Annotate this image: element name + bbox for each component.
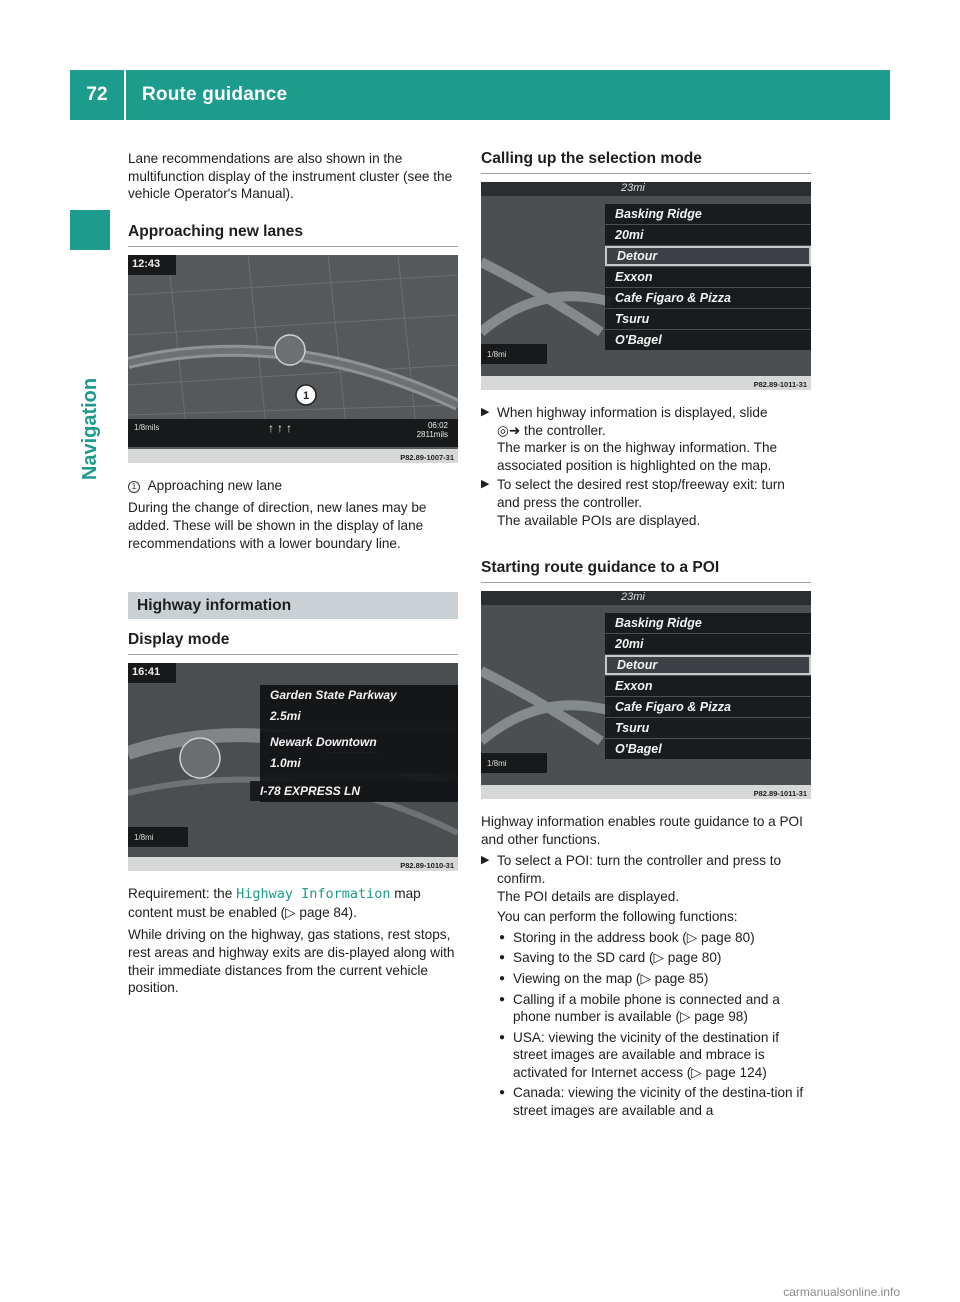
heading-selection-mode: Calling up the selection mode (481, 150, 811, 174)
heading-display-mode: Display mode (128, 631, 458, 655)
function-text: Storing in the address book (▷ page 80) (513, 929, 755, 945)
right-column (481, 150, 811, 1120)
step-arrow-icon: ▶ (481, 478, 490, 491)
bullet-icon: ● (499, 993, 506, 1005)
step-result: The available POIs are displayed. (497, 512, 701, 528)
function-item (481, 929, 811, 947)
eta-distance: 2811mils (416, 429, 448, 439)
poi-row-distance: 20mi (605, 225, 811, 245)
function-text: Saving to the SD card (▷ page 80) (513, 950, 722, 966)
image-code: P82.89-1010-31 (400, 861, 454, 871)
req-pre: Requirement: the (128, 886, 237, 902)
function-text: USA: viewing the vicinity of the destination if street images are available and mbrace is activated for Internet access (▷ page 124) (513, 1029, 779, 1080)
function-text: Canada: viewing the vicinity of the destina-tion if street images are available and a (513, 1085, 804, 1119)
poi-list (605, 613, 811, 760)
chapter-title: Route guidance (142, 84, 288, 105)
caption-approaching-lane (128, 477, 458, 495)
top-distance: 23mi (621, 182, 645, 194)
function-item (481, 1029, 811, 1082)
map-scale: 1/8mi (487, 350, 507, 359)
map-approaching-lanes (128, 255, 458, 463)
requirement-paragraph (128, 885, 458, 921)
map-scale: 1/8mi (134, 833, 154, 843)
step-slide-controller (481, 404, 811, 439)
poi-intro-paragraph: Highway information enables route guidance to a POI and other functions. (481, 814, 803, 847)
poi-row-exxon: Exxon (605, 267, 811, 287)
bullet-icon: ● (499, 972, 506, 984)
eta-box (417, 421, 448, 439)
poi-row-tsuru: Tsuru (605, 718, 811, 738)
poi-row-distance: 20mi (605, 634, 811, 654)
map-scale: 1/8mi (487, 759, 507, 769)
poi-row-obagel: O'Bagel (605, 330, 811, 350)
step-functions-intro: You can perform the following functions: (497, 909, 738, 925)
image-code: P82.89-1007-31 (400, 452, 454, 462)
footer-watermark[interactable]: carmanualsonline.info (783, 1285, 900, 1299)
map-start-poi (481, 591, 811, 799)
bullet-icon: ● (499, 931, 506, 943)
step-text-cont: the controller. (520, 422, 606, 438)
step-text: To select a POI: turn the controller and press to confirm. (497, 853, 782, 886)
heading-approaching-new-lanes: Approaching new lanes (128, 223, 458, 247)
poi-row-basking-ridge: Basking Ridge (605, 204, 811, 224)
map-time: 12:43 (132, 257, 161, 270)
highway-paragraph: While driving on the highway, gas stations, rest stops, rest areas and highway exits are dis-played along with their immediate distances from the current vehicle position. (128, 927, 455, 996)
poi-row-exxon: Exxon (605, 676, 811, 696)
highway-row-5: I-78 EXPRESS LN (250, 781, 458, 801)
step-arrow-icon: ▶ (481, 406, 490, 418)
step-text: When highway information is displayed, slide (497, 405, 768, 420)
bullet-icon: ● (499, 1087, 506, 1099)
poi-list (605, 204, 811, 351)
poi-row-detour: Detour (605, 655, 811, 675)
function-item (481, 949, 811, 967)
step-result: The marker is on the highway information. The associated position is highlighted on the map. (497, 440, 778, 473)
highway-row-1: Garden State Parkway (260, 685, 458, 705)
function-text: Calling if a mobile phone is connected and a phone number is available (▷ page 98) (513, 991, 780, 1025)
map-selection-mode (481, 182, 811, 390)
section-highway-information: Highway information (128, 592, 458, 619)
highway-panel (260, 685, 458, 802)
step-arrow-icon: ▶ (481, 854, 490, 867)
poi-row-cafe-figaro: Cafe Figaro & Pizza (605, 288, 811, 308)
image-code: P82.89-1011-31 (753, 789, 807, 799)
lanes-paragraph: During the change of direction, new lanes may be added. These will be shown in the display of lane recommendations with a lower boundary line. (128, 500, 427, 551)
step-select-rest-stop (481, 476, 811, 511)
callout-icon: 1 (128, 481, 140, 493)
poi-row-basking-ridge: Basking Ridge (605, 613, 811, 633)
step-select-poi (481, 852, 811, 887)
poi-row-detour: Detour (605, 246, 811, 266)
function-item (481, 991, 811, 1026)
map-time: 16:41 (132, 666, 161, 679)
poi-row-obagel: O'Bagel (605, 739, 811, 759)
lane-arrows: ↑↑↑ (268, 420, 295, 435)
callout-number: 1 (302, 389, 310, 402)
function-item (481, 1084, 811, 1119)
controller-slide-icon: ◎➜ (497, 422, 521, 438)
image-code: P82.89-1011-31 (753, 380, 807, 389)
bullet-icon: ● (499, 952, 506, 964)
map-scale: 1/8mils (134, 422, 160, 432)
intro-paragraph: Lane recommendations are also shown in the multifunction display of the instrument cluster (see the vehicle Operator's Manual). (128, 151, 453, 202)
req-post: map content must be enabled (▷ page 84). (128, 886, 421, 920)
highway-row-3: Newark Downtown (260, 732, 458, 752)
caption-text: Approaching new lane (147, 477, 283, 493)
left-column (128, 150, 458, 997)
function-item (481, 970, 811, 988)
page-header (70, 70, 890, 120)
sidebar-marker (70, 210, 110, 250)
page-number: 72 (70, 70, 126, 120)
sidebar-tab-navigation: Navigation (79, 377, 101, 481)
top-distance: 23mi (621, 591, 645, 604)
highway-row-4: 1.0mi (260, 753, 458, 773)
poi-row-cafe-figaro: Cafe Figaro & Pizza (605, 697, 811, 717)
heading-starting-route-guidance: Starting route guidance to a POI (481, 559, 811, 583)
step-result: The POI details are displayed. (497, 888, 680, 904)
function-text: Viewing on the map (▷ page 85) (513, 970, 709, 986)
eta-time: 06:02 (427, 420, 448, 430)
step-text: To select the desired rest stop/freeway exit: turn and press the controller. (497, 477, 785, 510)
poi-row-tsuru: Tsuru (605, 309, 811, 329)
highway-row-2: 2.5mi (260, 706, 458, 726)
highway-information-menu-item: Highway Information (236, 886, 391, 903)
bullet-icon: ● (499, 1031, 506, 1043)
map-display-mode (128, 663, 458, 871)
